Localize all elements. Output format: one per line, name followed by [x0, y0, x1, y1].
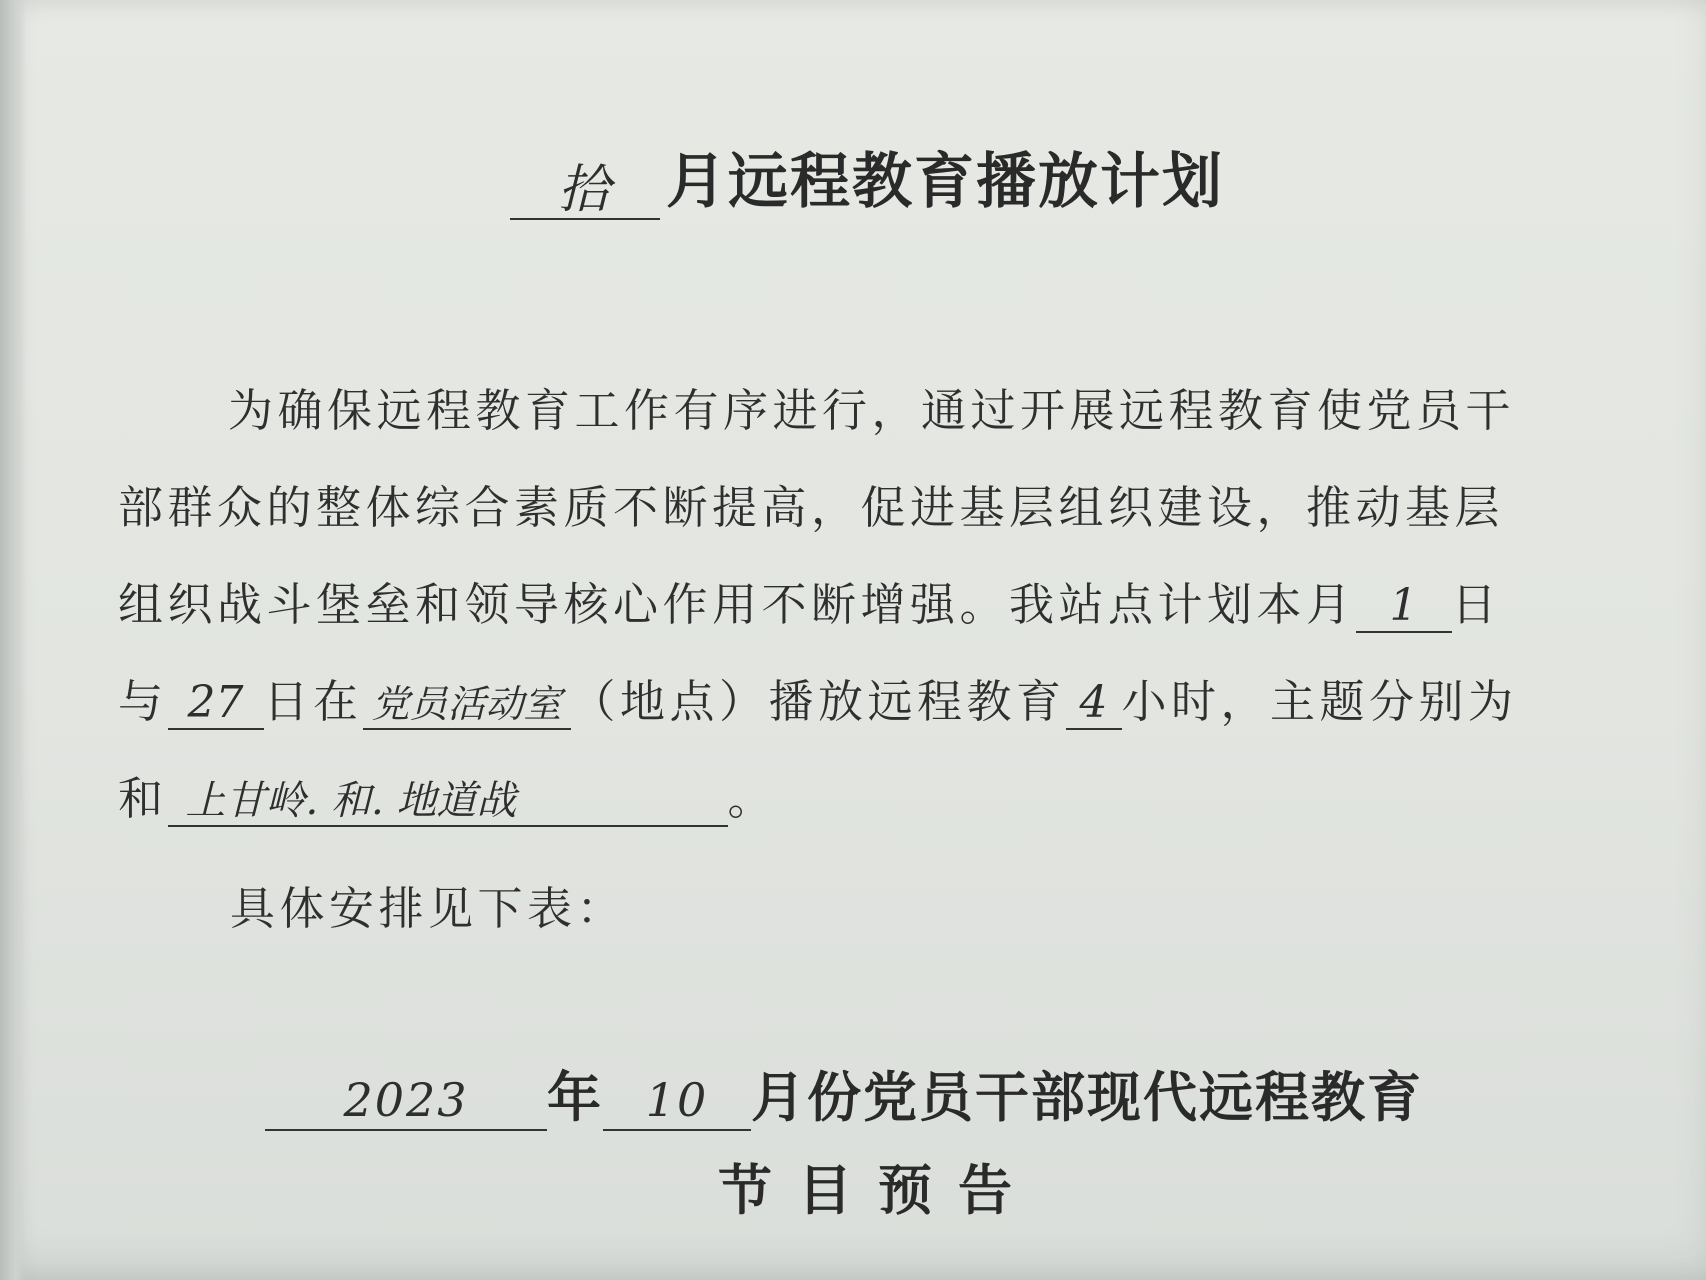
- program-preview-title: 节目预告: [718, 1159, 1038, 1222]
- schedule-month-blank: [603, 1069, 751, 1131]
- schedule-month-handwriting: 10: [645, 1073, 709, 1127]
- location-handwriting: 党员活动室: [371, 682, 562, 726]
- topics-blank: [168, 775, 728, 827]
- paragraph-line-5: [118, 750, 1623, 847]
- topics-handwriting: 上甘岭. 和. 地道战: [185, 778, 517, 824]
- arrangement-note: 具体安排见下表：: [230, 882, 627, 935]
- paragraph-line-1: 为确保远程教育工作有序进行，通过开展远程教育使党员干: [228, 384, 1516, 437]
- line4-mid1: 日在: [263, 675, 363, 728]
- plan-paragraph: [118, 362, 1623, 847]
- year-label: 年: [547, 1066, 603, 1129]
- day2-blank: [168, 678, 264, 730]
- plan-title: [510, 140, 1224, 220]
- year-handwriting: 2023: [343, 1073, 469, 1127]
- month-label: 月份党员干部现代远程教育: [751, 1066, 1423, 1129]
- hours-blank: [1066, 678, 1122, 730]
- paragraph-line-4: [118, 653, 1623, 750]
- day2-handwriting: 27: [187, 677, 244, 728]
- year-blank: [265, 1069, 547, 1131]
- line4-suffix: 小时，主题分别为: [1121, 675, 1518, 728]
- line5-suffix: 。: [727, 772, 778, 825]
- paragraph-line-3: [118, 556, 1623, 653]
- line3-prefix: 组织战斗堡垒和领导核心作用不断增强。我站点计划本月: [118, 578, 1356, 631]
- day1-blank: [1356, 581, 1452, 633]
- line4-mid2: （地点）播放远程教育: [570, 675, 1066, 728]
- line4-prefix: 与: [118, 675, 168, 728]
- schedule-heading: [265, 1055, 1423, 1132]
- hours-handwriting: 4: [1079, 677, 1108, 728]
- title-month-blank: [510, 152, 660, 220]
- page-binding-edge: [0, 0, 26, 1280]
- line3-suffix: 日: [1451, 578, 1502, 631]
- paragraph-line-2: 部群众的整体综合素质不断提高，促进基层组织建设，推动基层: [118, 481, 1505, 534]
- title-text: 月远程教育播放计划: [666, 147, 1224, 217]
- title-month-handwriting: 拾: [557, 160, 612, 220]
- line5-prefix: 和: [118, 772, 168, 825]
- location-blank: [363, 678, 571, 730]
- day1-handwriting: 1: [1389, 580, 1418, 631]
